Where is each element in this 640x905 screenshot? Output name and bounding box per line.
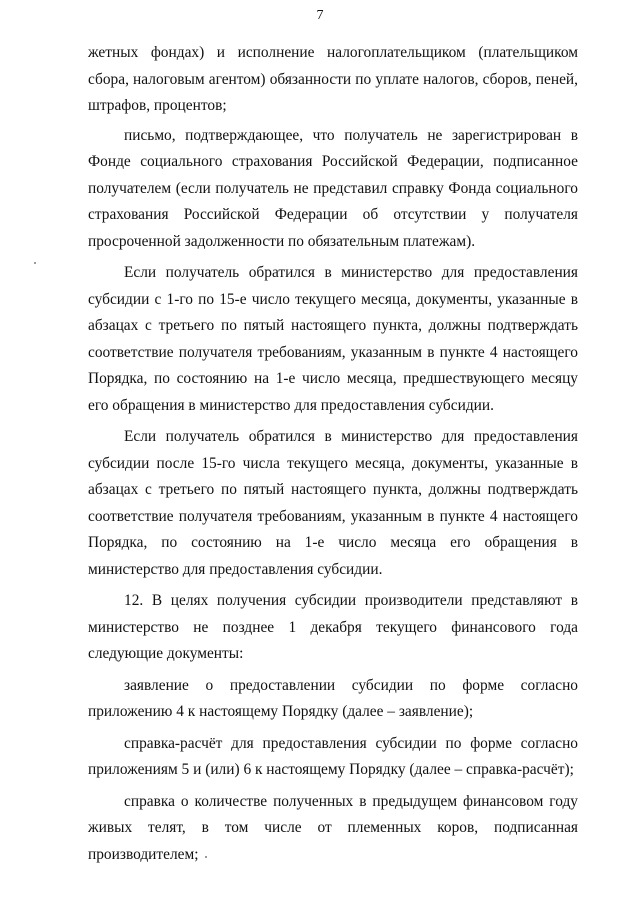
- paragraph-late-month-application: Если получатель обратился в министерство для предоставления субсидии после 15-го числа текущего месяца, документы, указанные в абзацах с третьего по пятый настоящего пункта, должны подтверждать соответствие получателя требованиям, указанным в пункте 4 настоящего Порядка, по состоянию на 1-е число месяца его обращения в министерство для предоставления субсидии.: [88, 428, 578, 578]
- scan-speck-bottom: [205, 856, 207, 858]
- paragraph-social-fund-letter: письмо, подтверждающее, что получатель не зарегистрирован в Фонде социального страхования Российской Федерации, подписанное получателем (если получатель не представил справку Фонда социального страхования Российской Федерации об отсутствии у получателя просроченной задолженности по обязательным платежам).: [88, 126, 578, 250]
- page-number: 7: [316, 8, 324, 23]
- paragraph-application-form: заявление о предоставлении субсидии по форме согласно приложению 4 к настоящему Порядку (далее – заявление);: [88, 676, 578, 720]
- paragraph-early-month-application: Если получатель обратился в министерство для предоставления субсидии с 1-го по 15-е число текущего месяца, документы, указанные в абзацах с третьего по пятый настоящего пункта, должны подтверждать соответствие получателя требованиям, указанным в пункте 4 настоящего Порядка, по состоянию на 1-е число месяца, предшествующего месяцу его обращения в министерство для предоставления субсидии.: [88, 264, 578, 414]
- paragraph-calves-certificate: справка о количестве полученных в предыдущем финансовом году живых телят, в том числе от племенных коров, подписанная производителем;: [88, 792, 578, 863]
- document-body: [88, 40, 578, 871]
- scan-speck-left: [34, 262, 36, 264]
- paragraph-calculation-certificate: справка-расчёт для предоставления субсидии по форме согласно приложениям 5 и (или) 6 к настоящему Порядку (далее – справка-расчёт);: [88, 734, 578, 778]
- paragraph-item-12: 12. В целях получения субсидии производители представляют в министерство не позднее 1 декабря текущего финансового года следующие документы:: [88, 592, 578, 662]
- paragraph-tax-obligations: жетных фондах) и исполнение налогоплательщиком (плательщиком сбора, налоговым агентом) обязанности по уплате налогов, сборов, пеней, штрафов, процентов;: [88, 44, 578, 114]
